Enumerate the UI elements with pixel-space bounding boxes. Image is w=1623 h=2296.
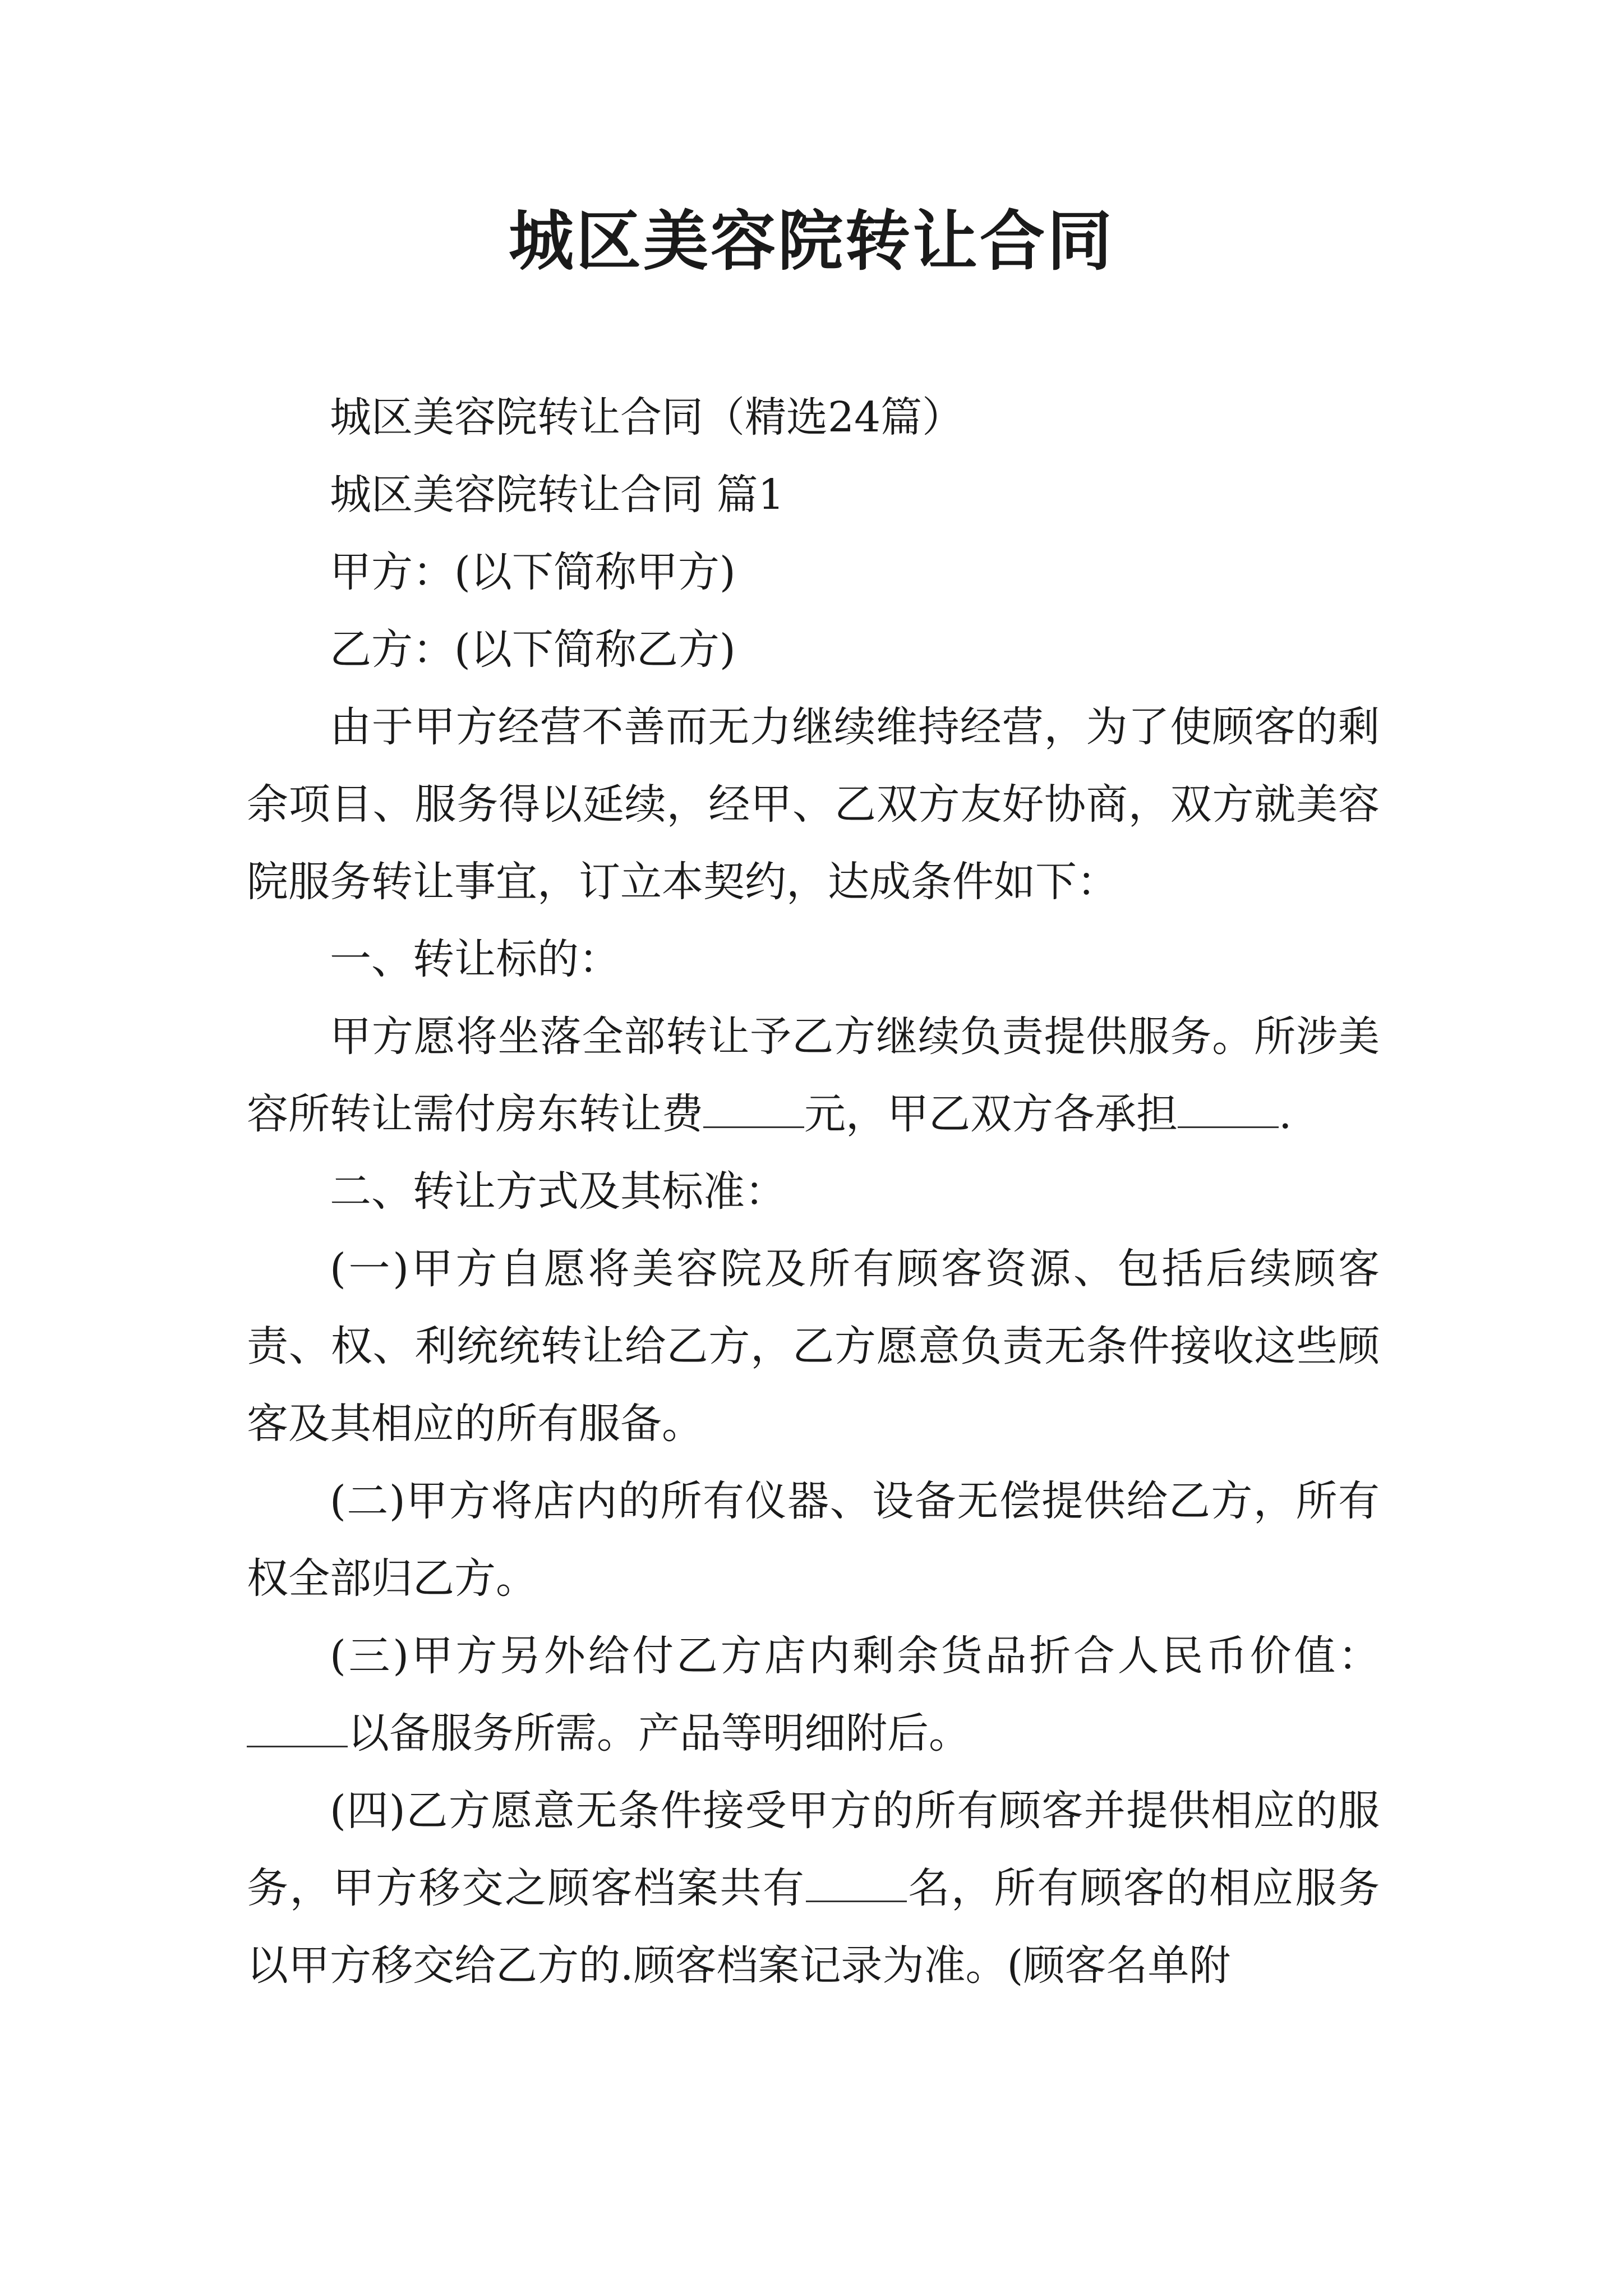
preamble-paragraph: 由于甲方经营不善而无力继续维持经营，为了使顾客的剩余项目、服务得以延续，经甲、乙双方友好协商，双方就美容院服务转让事宜，订立本契约，达成条件如下：: [247, 703, 1380, 906]
clause-1-heading: 一、转让标的：: [330, 935, 620, 983]
subtitle-paragraph: 城区美容院转让合同（精选24篇）: [330, 393, 964, 441]
party-a-paragraph: 甲方：(以下简称甲方): [330, 548, 736, 596]
clause-1-text-after: .: [1279, 1090, 1292, 1138]
fill-in-blank: [806, 1865, 907, 1902]
clause-2-item-3-text-before: (三)甲方另外给付乙方店内剩余货品折合人民币价值：: [330, 1632, 1380, 1680]
section-heading-paragraph: 城区美容院转让合同 篇1: [330, 471, 785, 519]
clause-2-item-2: (二)甲方将店内的所有仪器、设备无偿提供给乙方，所有权全部归乙方。: [247, 1477, 1380, 1603]
clause-2-item-4-text-before: (四)乙方愿意无条件接受甲方的所有顾客并提供相应的服务，甲方移交之顾客档案共有: [247, 1787, 1380, 1912]
clause-1-text-middle: 元，甲乙双方各承担: [804, 1090, 1178, 1138]
clause-2-item-3-text-after: 以备服务所需。产品等明细附后。: [348, 1709, 970, 1757]
fill-in-blank: [247, 1710, 348, 1747]
fill-in-blank: [703, 1091, 804, 1128]
document-body: [247, 379, 1380, 2004]
party-b-paragraph: 乙方：(以下简称乙方): [330, 625, 736, 674]
clause-2-item-3: [247, 1617, 1380, 1772]
clause-2-item-4: [247, 1772, 1380, 2004]
clause-2-heading: 二、转让方式及其标准：: [330, 1167, 786, 1216]
clause-1-text-before: 甲方愿将坐落全部转让予乙方继续负责提供服务。所涉美容所转让需付房东转让费: [247, 1013, 1380, 1138]
clause-1-body: [247, 998, 1380, 1153]
clause-2-item-1: (一)甲方自愿将美容院及所有顾客资源、包括后续顾客责、权、利统统转让给乙方，乙方愿意负责无条件接收这些顾客及其相应的所有服备。: [247, 1245, 1380, 1448]
fill-in-blank: [1178, 1091, 1279, 1128]
clause-2-item-4-text-after: 名，所有顾客的相应服务以甲方移交给乙方的.顾客档案记录为准。(顾客名单附: [247, 1864, 1380, 1990]
document-title: 城区美容院转让合同: [509, 203, 1114, 279]
